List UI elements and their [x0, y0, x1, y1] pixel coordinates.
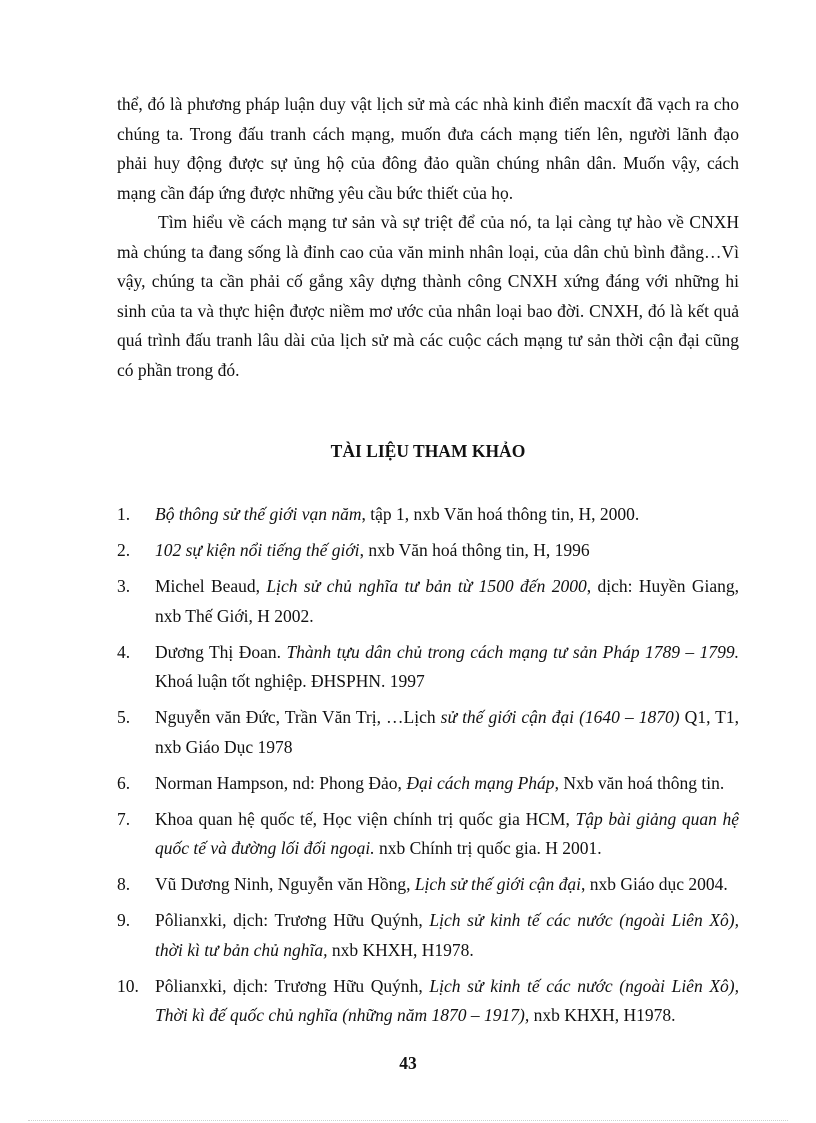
paragraph: Tìm hiểu về cách mạng tư sản và sự triệt để của nó, ta lại càng tự hào về CNXH mà chúng ta đang sống là đỉnh cao của văn minh nhân loại, của dân chủ bình đẳng…Vì vậy, chúng ta cần phải cố gắng xây dựng thành công CNXH xứng đáng với những hi sinh của ta và thực hiện được niềm mơ ước của nhân loại bao đời. CNXH, đó là kết quả quá trình đấu tranh lâu dài của lịch sử mà các cuộc cách mạng tư sản thời cận đại cũng có phần trong đó.: [117, 212, 739, 380]
reference-publication: , dịch: Huyền Giang, nxb Thế Giới, H 2002.: [155, 576, 739, 626]
reference-author: Dương Thị Đoan.: [155, 641, 287, 662]
reference-publication: nxb Chính trị quốc gia. H 2001.: [374, 838, 602, 858]
reference-publication: Q1, T1, nxb Giáo Dục 1978: [155, 707, 739, 757]
reference-number: 1.: [117, 504, 131, 524]
reference-item: [117, 906, 739, 965]
reference-publication: , nxb Giáo dục 2004.: [581, 874, 728, 894]
reference-publication: nxb KHXH, H1978.: [529, 1005, 676, 1025]
reference-title: Tập bài giảng quan hệ quốc tế và đường lối đối ngoại.: [155, 808, 739, 858]
reference-number: 9.: [117, 910, 131, 930]
reference-item: [117, 638, 739, 697]
reference-publication: , nxb Văn hoá thông tin, H, 1996: [359, 540, 590, 560]
page-bottom-divider: [28, 1120, 788, 1121]
reference-author: Khoa quan hệ quốc tế, Học viện chính trị quốc gia HCM,: [155, 808, 576, 829]
reference-author: Norman Hampson, nd: Phong Đảo,: [155, 772, 407, 793]
reference-item: [117, 870, 739, 900]
reference-number: 4.: [117, 641, 131, 662]
reference-publication: nxb KHXH, H1978.: [327, 939, 474, 960]
reference-publication: Khoá luận tốt nghiệp. ĐHSPHN. 1997: [155, 671, 425, 691]
reference-number: 5.: [117, 707, 131, 727]
reference-number: 3.: [117, 576, 131, 596]
reference-title: Lịch sử chủ nghĩa tư bản từ 1500 đến 2000: [266, 576, 587, 596]
reference-item: [117, 769, 739, 799]
reference-title: Bộ thông sử thế giới vạn năm: [155, 504, 362, 524]
reference-number: 2.: [117, 540, 131, 560]
reference-title: 102 sự kiện nổi tiếng thế giới: [155, 540, 360, 560]
reference-author: Nguyễn văn Đức, Trần Văn Trị, …Lịch: [155, 707, 441, 727]
body-text: [117, 90, 739, 385]
reference-publication: , tập 1, nxb Văn hoá thông tin, H, 2000.: [361, 504, 640, 524]
paragraph: thể, đó là phương pháp luận duy vật lịch sử mà các nhà kinh điển macxít đã vạch ra cho chúng ta. Trong đấu tranh cách mạng, muốn đưa cách mạng tiến lên, người lãnh đạo phải huy động được sự ủng hộ của đông đảo quần chúng nhân dân. Muốn vậy, cách mạng cần đáp ứng được những yêu cầu bức thiết của họ.: [117, 94, 739, 203]
page-number: 43: [399, 1053, 417, 1073]
reference-number: 8.: [117, 874, 131, 894]
reference-item: [117, 500, 739, 530]
reference-number: 7.: [117, 808, 131, 829]
reference-number: 10.: [117, 975, 139, 996]
reference-author: Vũ Dương Ninh, Nguyễn văn Hồng,: [155, 874, 415, 894]
reference-author: Pôlianxki, dịch: Trương Hữu Quýnh,: [155, 910, 430, 930]
reference-author: Michel Beaud,: [155, 576, 267, 596]
reference-item: [117, 972, 739, 1031]
reference-title: Thành tựu dân chủ trong cách mạng tư sản Pháp 1789 – 1799.: [286, 641, 739, 662]
reference-publication: , Nxb văn hoá thông tin.: [554, 772, 725, 793]
reference-author: Pôlianxki, dịch: Trương Hữu Quýnh,: [155, 975, 430, 996]
reference-title: Lịch sử thế giới cận đại: [414, 874, 581, 894]
reference-item: [117, 536, 739, 566]
reference-title: Lịch sử kinh tế các nước (ngoài Liên Xô), thời kì tư bản chủ nghĩa,: [155, 910, 739, 960]
reference-item: [117, 572, 739, 631]
reference-item: [117, 805, 739, 864]
reference-title: Đại cách mạng Pháp: [406, 772, 555, 793]
reference-list: [117, 500, 739, 1037]
references-heading: TÀI LIỆU THAM KHẢO: [330, 441, 526, 461]
reference-title: sử thế giới cận đại (1640 – 1870): [440, 707, 680, 727]
reference-number: 6.: [117, 772, 131, 793]
reference-title: Lịch sử kinh tế các nước (ngoài Liên Xô), Thời kì đế quốc chủ nghĩa (những năm 1870 – 1917),: [155, 975, 739, 1025]
reference-item: [117, 703, 739, 762]
